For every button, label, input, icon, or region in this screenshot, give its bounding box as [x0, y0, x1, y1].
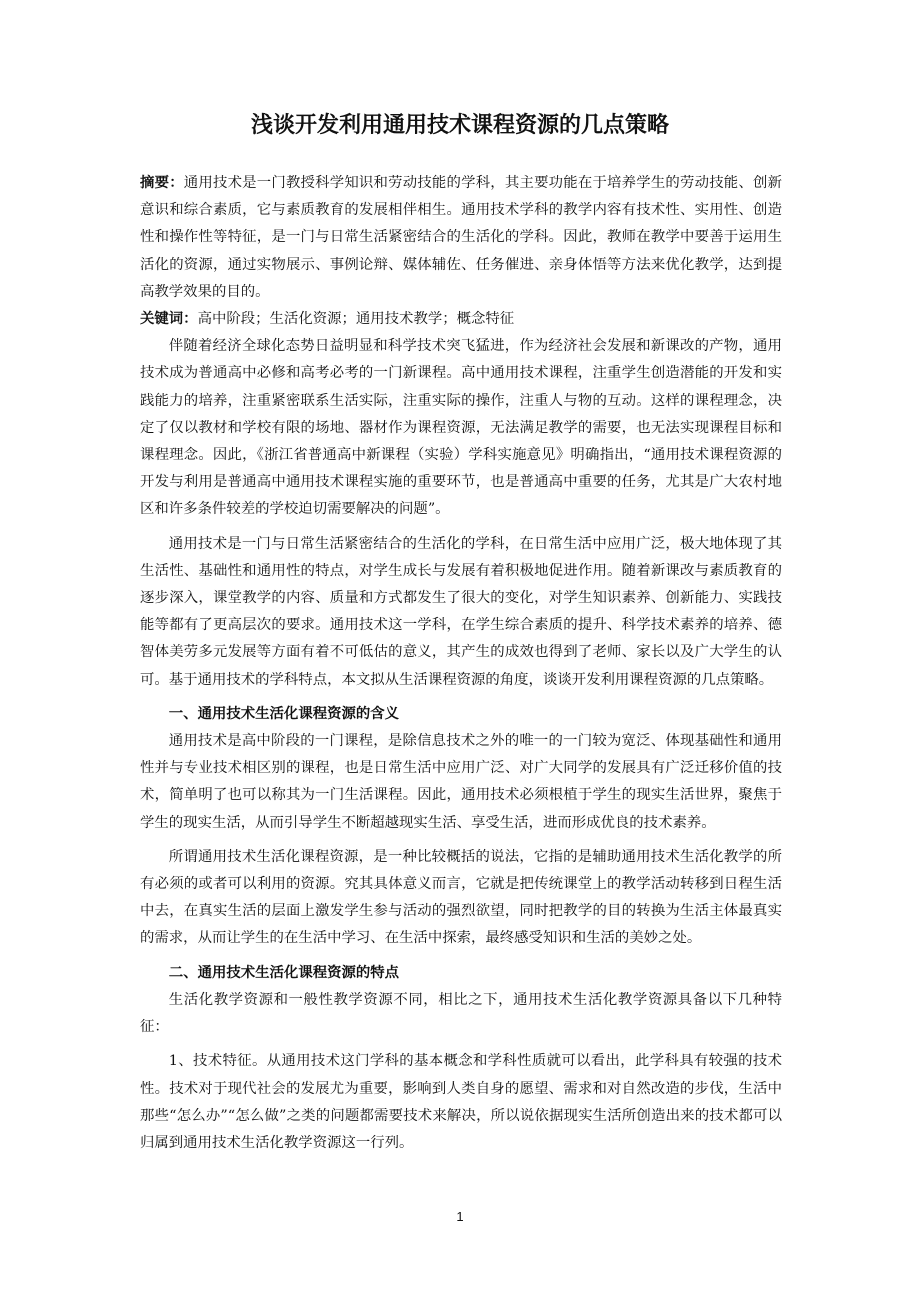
section-heading: 一、通用技术生活化课程资源的含义	[168, 705, 400, 722]
intro-paragraph: 伴随着经济全球化态势日益明显和科学技术突飞猛进，作为经济社会发展和新课改的产物，通用技术成为普通高中必修和高考必考的一门新课程。高中通用技术课程，注重学生创造潜能的开发和实践能力的培养，注重紧密联系生活实际，注重实际的操作，注重人与物的互动。这样的课程理念，决定了仅以教材和学校有限的场地、器材作为课程资源，无法满足教学的需要，也无法实现课程目标和课程理念。因此，《浙江省普通高中新课程（实验）学科实施意见》明确指出，“通用技术课程资源的开发与利用是普通高中通用技术课程实施的重要环节，也是普通高中重要的任务，尤其是广大农村地区和许多条件较差的学校迫切需要解决的问题”。	[140, 338, 782, 518]
keywords	[140, 306, 782, 333]
intro-paragraph: 通用技术是一门与日常生活紧密结合的生活化的学科，在日常生活中应用广泛，极大地体现了其生活性、基础性和通用性的特点，对学生成长与发展有着积极地促进作用。随着新课改与素质教育的逐步深入，课堂教学的内容、质量和方式都发生了很大的变化，对学生知识素养、创新能力、实践技能等都有了更高层次的要求。通用技术这一学科，在学生综合素质的提升、科学技术素养的培养、德智体美劳多元发展等方面有着不可低估的意义，其产生的成效也得到了老师、家长以及广大学生的认可。基于通用技术的学科特点，本文拟从生活课程资源的角度，谈谈开发利用课程资源的几点策略。	[140, 535, 782, 688]
page-number: 1	[456, 1209, 464, 1224]
abstract-text: 通用技术是一门教授科学知识和劳动技能的学科，其主要功能在于培养学生的劳动技能、创新意识和综合素质，它与素质教育的发展相伴相生。通用技术学科的教学内容有技术性、实用性、创造性和操作性等特征，是一门与日常生活紧密结合的生活化的学科。因此，教师在教学中要善于运用生活化的资源，通过实物展示、事例论辩、媒体辅佐、任务催进、亲身体悟等方法来优化教学，达到提高教学效果的目的。	[140, 175, 782, 300]
section-paragraph: 1、技术特征。从通用技术这门学科的基本概念和学科性质就可以看出，此学科具有较强的技术性。技术对于现代社会的发展尤为重要，影响到人类自身的愿望、需求和对自然改造的步伐，生活中那些“怎么办”“怎么做”之类的问题都需要技术来解决，所以说依据现实生活所创造出来的技术都可以归属到通用技术生活化教学资源这一行列。	[140, 1053, 782, 1151]
abstract	[140, 170, 782, 306]
abstract-label: 摘要：	[140, 175, 184, 191]
document-body	[140, 170, 782, 1157]
document-title: 浅谈开发利用通用技术课程资源的几点策略	[250, 113, 669, 138]
keywords-label: 关键词：	[140, 311, 198, 328]
section-paragraph: 所谓通用技术生活化课程资源，是一种比较概括的说法，它指的是辅助通用技术生活化教学的所有必须的或者可以利用的资源。究其具体意义而言，它就是把传统课堂上的教学活动转移到日程生活中去，在真实生活的层面上激发学生参与活动的强烈欲望，同时把教学的目的转换为生活主体最真实的需求，从而让学生的在生活中学习、在生活中探索，最终感受知识和生活的美妙之处。	[140, 848, 782, 947]
keywords-text: 高中阶段；生活化资源；通用技术教学；概念特征	[197, 311, 515, 328]
section-heading: 二、通用技术生活化课程资源的特点	[168, 964, 400, 981]
section-paragraph: 通用技术是高中阶段的一门课程，是除信息技术之外的唯一的一门较为宽泛、体现基础性和通用性并与专业技术相区别的课程，也是日常生活中应用广泛、对广大同学的发展具有广泛迁移价值的技术，简单明了也可以称其为一门生活课程。因此，通用技术必须根植于学生的现实生活世界，聚焦于学生的现实生活，从而引导学生不断超越现实生活、享受生活，进而形成优良的技术素养。	[140, 733, 782, 831]
section-paragraph: 生活化教学资源和一般性教学资源不同，相比之下，通用技术生活化教学资源具备以下几种特征：	[140, 991, 782, 1036]
